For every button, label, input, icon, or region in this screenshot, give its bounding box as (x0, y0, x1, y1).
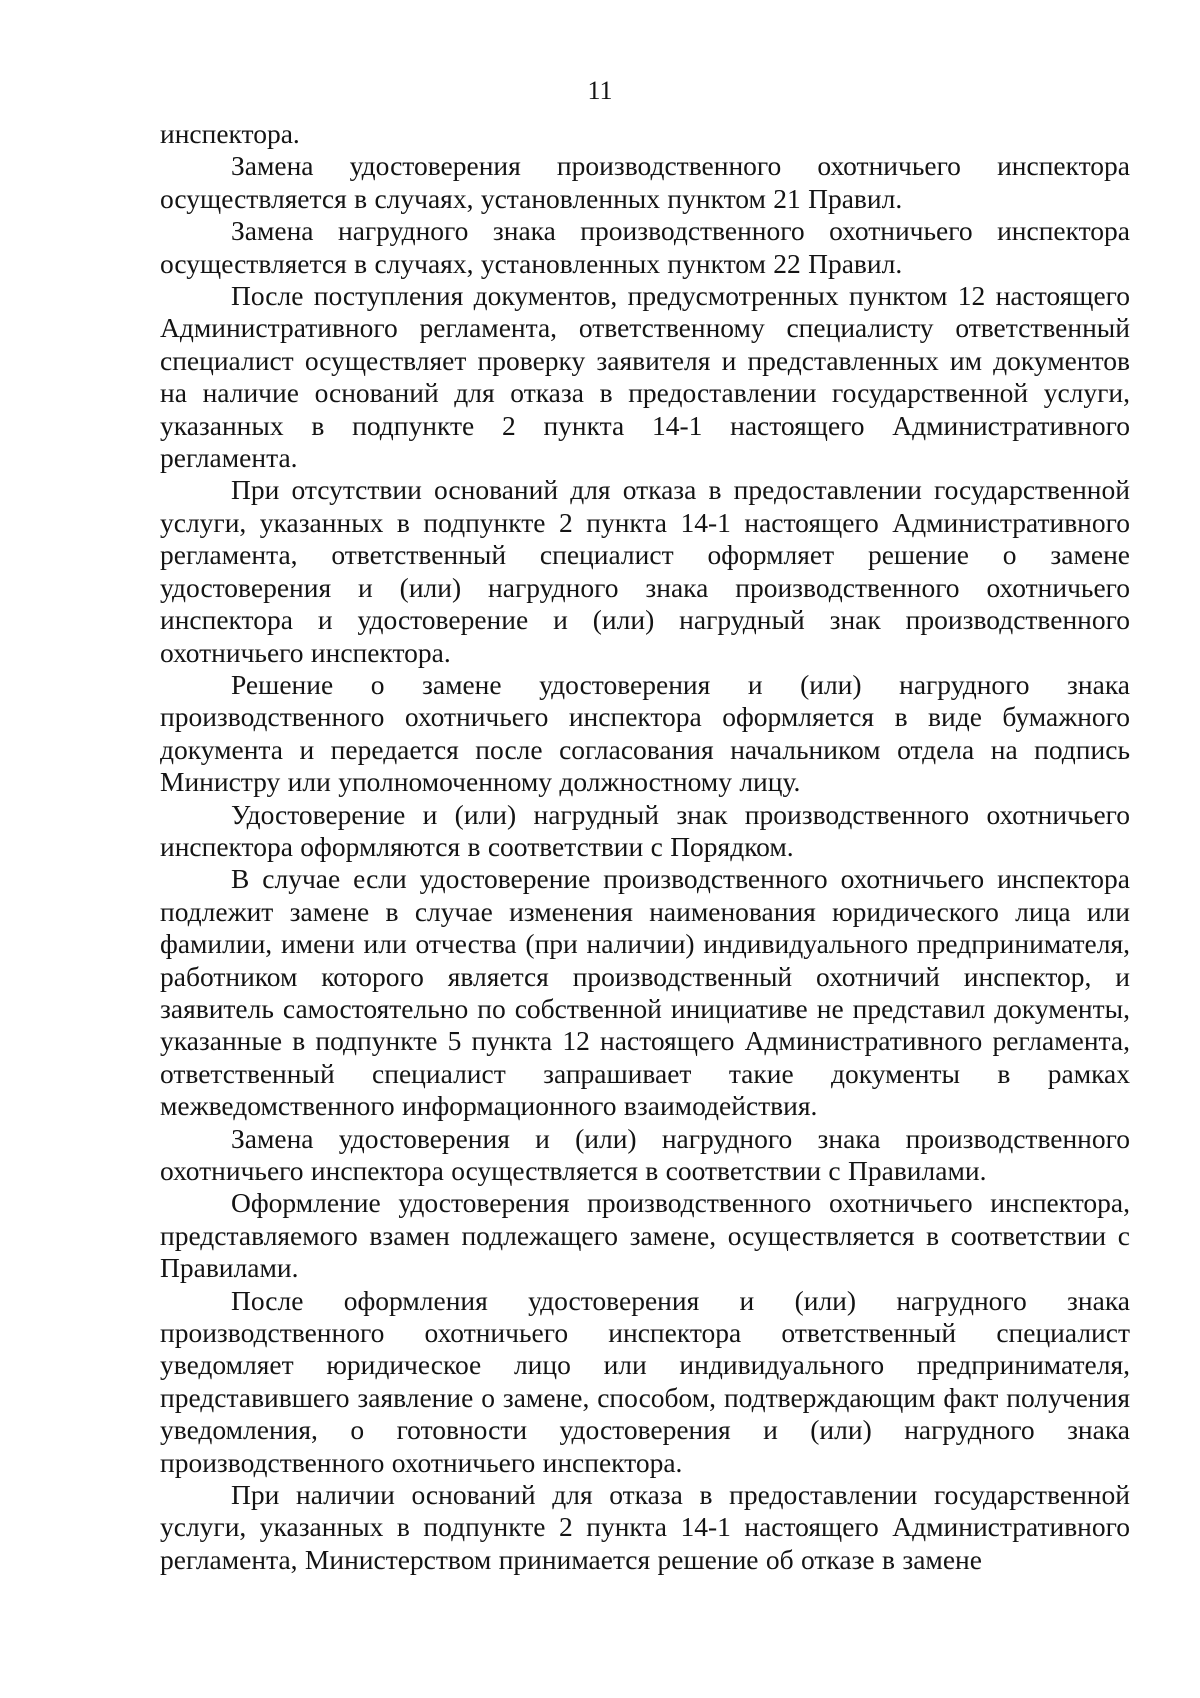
paragraph-badge-replacement: Замена нагрудного знака производственного охотничьего инспектора осуществляется в случаях, установленных пунктом 22 Правил. (160, 215, 1130, 279)
paragraph-new-certificate: Оформление удостоверения производственного охотничьего инспектора, представляемого взамен подлежащего замене, осуществляется в соответствии с Правилами. (160, 1187, 1130, 1284)
document-body (160, 118, 1130, 1576)
paragraph-replacement-decision: Решение о замене удостоверения и (или) нагрудного знака производственного охотничьего инспектора оформляется в виде бумажного документа и передается после согласования начальником отдела на подпись Министру или уполномоченному должностному лицу. (160, 668, 1130, 798)
paragraph-readiness-notification: После оформления удостоверения и (или) нагрудного знака производственного охотничьего инспектора ответственный специалист уведомляет юридическое лицо или индивидуального предпринимателя, представившего заявление о замене, способом, подтверждающим факт получения уведомления, о готовности удостоверения и (или) нагрудного знака производственного охотничьего инспектора. (160, 1284, 1130, 1478)
paragraph-refusal-decision: При наличии оснований для отказа в предоставлении государственной услуги, указанных в подпункте 2 пункта 14-1 настоящего Административного регламента, Министерством принимается решение об отказе в замене (160, 1479, 1130, 1575)
paragraph-certificate-replacement: Замена удостоверения производственного охотничьего инспектора осуществляется в случаях, установленных пунктом 21 Правил. (160, 150, 1130, 214)
paragraph-continuation: инспектора. (160, 118, 300, 149)
paragraph-interagency-request: В случае если удостоверение производственного охотничьего инспектора подлежит замене в случае изменения наименования юридического лица или фамилии, имени или отчества (при наличии) индивидуального предпринимателя, работником которого является производственный охотничий инспектор, и заявитель самостоятельно по собственной инициативе не представил документы, указанные в подпункте 5 пункта 12 настоящего Административного регламента, ответственный специалист запрашивает такие документы в рамках межведомственного информационного взаимодействия. (160, 863, 1130, 1122)
paragraph-replacement-rules: Замена удостоверения и (или) нагрудного знака производственного охотничьего инспектора осуществляется в соответствии с Правилами. (160, 1122, 1130, 1186)
paragraph-document-verification: После поступления документов, предусмотренных пунктом 12 настоящего Административного регламента, ответственному специалисту ответственный специалист осуществляет проверку заявителя и представленных им документов на наличие оснований для отказа в предоставлении государственной услуги, указанных в подпункте 2 пункта 14-1 настоящего Административного регламента. (160, 280, 1130, 474)
paragraph-no-grounds-for-refusal: При отсутствии оснований для отказа в предоставлении государственной услуги, указанных в подпункте 2 пункта 14-1 настоящего Административного регламента, ответственный специалист оформляет решение о замене удостоверения и (или) нагрудного знака производственного охотничьего инспектора и удостоверение и (или) нагрудный знак производственного охотничьего инспектора. (160, 474, 1130, 668)
page-number: 11 (587, 76, 613, 105)
paragraph-issuance-procedure: Удостоверение и (или) нагрудный знак производственного охотничьего инспектора оформляются в соответствии с Порядком. (160, 798, 1130, 862)
